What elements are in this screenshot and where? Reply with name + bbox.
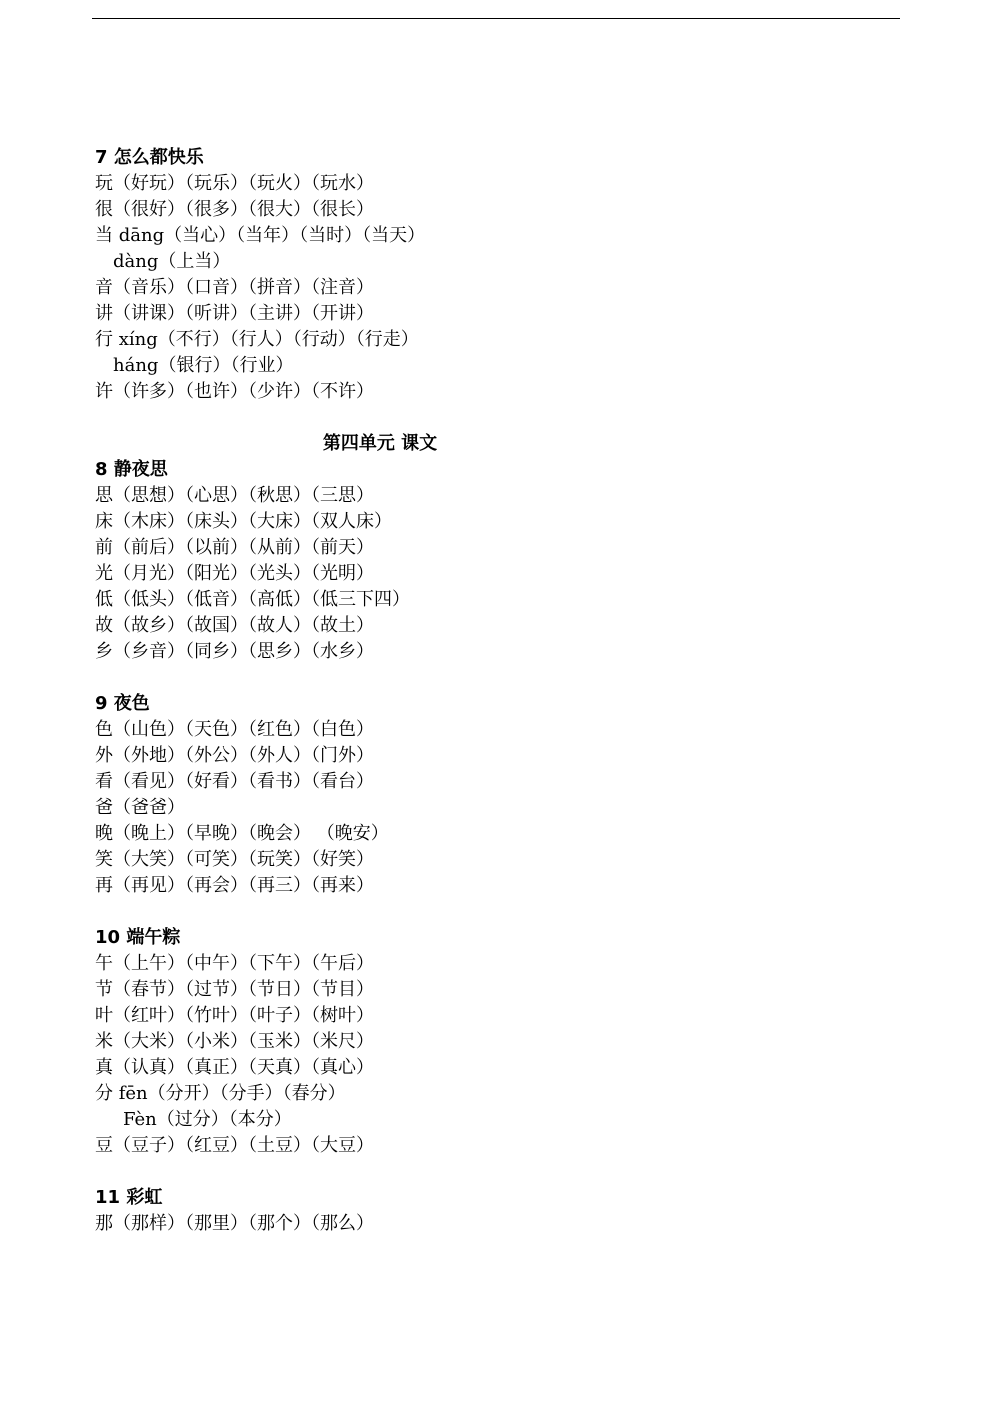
word-line: 当 dāng（当心）（当年）（当时）（当天） — [95, 225, 426, 246]
word-line: 晚（晚上）（早晚）（晚会） （晚安） — [95, 823, 389, 844]
lesson-11-title: 11 彩虹 — [95, 1187, 163, 1208]
header-rule — [92, 18, 900, 19]
word-line: 午（上午）（中午）（下午）（午后） — [95, 953, 374, 974]
word-line: 讲（讲课）（听讲）（主讲）（开讲） — [95, 303, 374, 324]
word-line: 低（低头）（低音）（高低）（低三下四） — [95, 589, 410, 610]
vocabulary-list — [95, 145, 895, 1237]
lesson-10-title: 10 端午粽 — [95, 927, 181, 948]
word-line: 许（许多）（也许）（少许）（不许） — [95, 381, 374, 402]
spacer — [95, 665, 895, 691]
unit-title: 第四单元 课文 — [322, 433, 438, 454]
spacer — [95, 405, 895, 431]
word-line: 行 xíng（不行）（行人）（行动）（行走） — [95, 329, 419, 350]
word-line: 豆（豆子）（红豆）（土豆）（大豆） — [95, 1135, 374, 1156]
lesson-7-title: 7 怎么都快乐 — [95, 147, 204, 168]
word-line: 再（再见）（再会）（再三）（再来） — [95, 875, 374, 896]
lesson-8-title: 8 静夜思 — [95, 459, 168, 480]
word-line: 光（月光）（阳光）（光头）（光明） — [95, 563, 374, 584]
word-line: 节（春节）（过节）（节日）（节目） — [95, 979, 374, 1000]
word-line: 前（前后）（以前）（从前）（前天） — [95, 537, 374, 558]
word-line: 外（外地）（外公）（外人）（门外） — [95, 745, 374, 766]
word-line: 思（思想）（心思）（秋思）（三思） — [95, 485, 374, 506]
word-line: 看（看见）（好看）（看书）（看台） — [95, 771, 374, 792]
word-line: 真（认真）（真正）（天真）（真心） — [95, 1057, 374, 1078]
word-line: háng（银行）（行业） — [113, 355, 294, 376]
word-line: 米（大米）（小米）（玉米）（米尺） — [95, 1031, 374, 1052]
word-line: 叶（红叶）（竹叶）（叶子）（树叶） — [95, 1005, 374, 1026]
word-line: 乡（乡音）（同乡）（思乡）（水乡） — [95, 641, 374, 662]
word-line: 爸（爸爸） — [95, 797, 185, 818]
word-line: 很（很好）（很多）（很大）（很长） — [95, 199, 374, 220]
word-line: 色（山色）（天色）（红色）（白色） — [95, 719, 374, 740]
spacer — [95, 899, 895, 925]
lesson-9-title: 9 夜色 — [95, 693, 150, 714]
word-line: 分 fēn（分开）（分手）（春分） — [95, 1083, 346, 1104]
word-line: dàng（上当） — [113, 251, 231, 272]
spacer — [95, 1159, 895, 1185]
word-line: 音（音乐）（口音）（拼音）（注音） — [95, 277, 374, 298]
word-line: 床（木床）（床头）（大床）（双人床） — [95, 511, 392, 532]
word-line: 笑（大笑）（可笑）（玩笑）（好笑） — [95, 849, 374, 870]
word-line: Fèn（过分）（本分） — [123, 1109, 292, 1130]
word-line: 那（那样）（那里）（那个）（那么） — [95, 1213, 374, 1234]
word-line: 玩（好玩）（玩乐）（玩火）（玩水） — [95, 173, 374, 194]
word-line: 故（故乡）（故国）（故人）（故土） — [95, 615, 374, 636]
